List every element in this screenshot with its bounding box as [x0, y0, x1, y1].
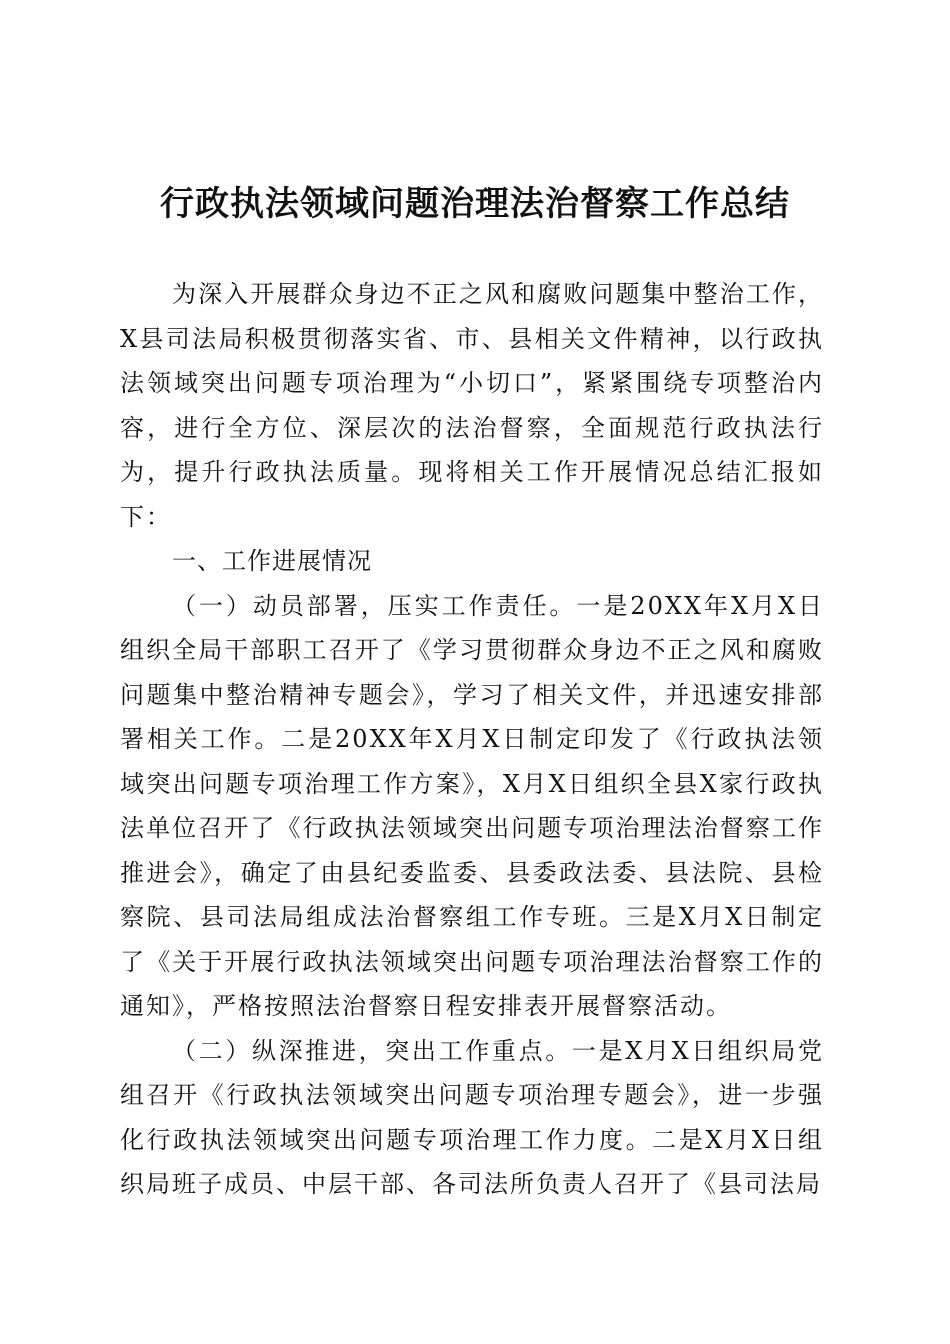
body-paragraph-1: （一）动员部署，压实工作责任。一是20XX年X月X日组织全局干部职工召开了《学习贯彻群众身边不正之风和腐败问题集中整治精神专题会》，学习了相关文件，并迅速安排部署相关工作。二是20XX年X月X日制定印发了《行政执法领域突出问题专项治理工作方案》，X月X日组织全县X家行政执法单位召开了《行政执法领域突出问题专项治理法治督察工作推进会》，确定了由县纪委监委、县委政法委、县法院、县检察院、县司法局组成法治督察组工作专班。三是X月X日制定了《关于开展行政执法领域突出问题专项治理法治督察工作的通知》，严格按照法治督察日程安排表开展督察活动。	[120, 591, 824, 1020]
section-heading: 一、工作进展情况	[172, 547, 372, 575]
document-body	[120, 272, 824, 1207]
intro-paragraph: 为深入开展群众身边不正之风和腐败问题集中整治工作，X县司法局积极贯彻落实省、市、县相关文件精神，以行政执法领域突出问题专项治理为“小切口”，紧紧围绕专项整治内容，进行全方位、深层次的法治督察，全面规范行政执法行为，提升行政执法质量。现将相关工作开展情况总结汇报如下：	[120, 280, 824, 531]
document-title: 行政执法领域问题治理法治督察工作总结	[160, 184, 790, 224]
body-paragraph-2: （二）纵深推进，突出工作重点。一是X月X日组织局党组召开《行政执法领域突出问题专项治理专题会》，进一步强化行政执法领域突出问题专项治理工作力度。二是X月X日组织局班子成员、中层干部、各司法所负责人召开了《县司法局	[120, 1036, 824, 1198]
